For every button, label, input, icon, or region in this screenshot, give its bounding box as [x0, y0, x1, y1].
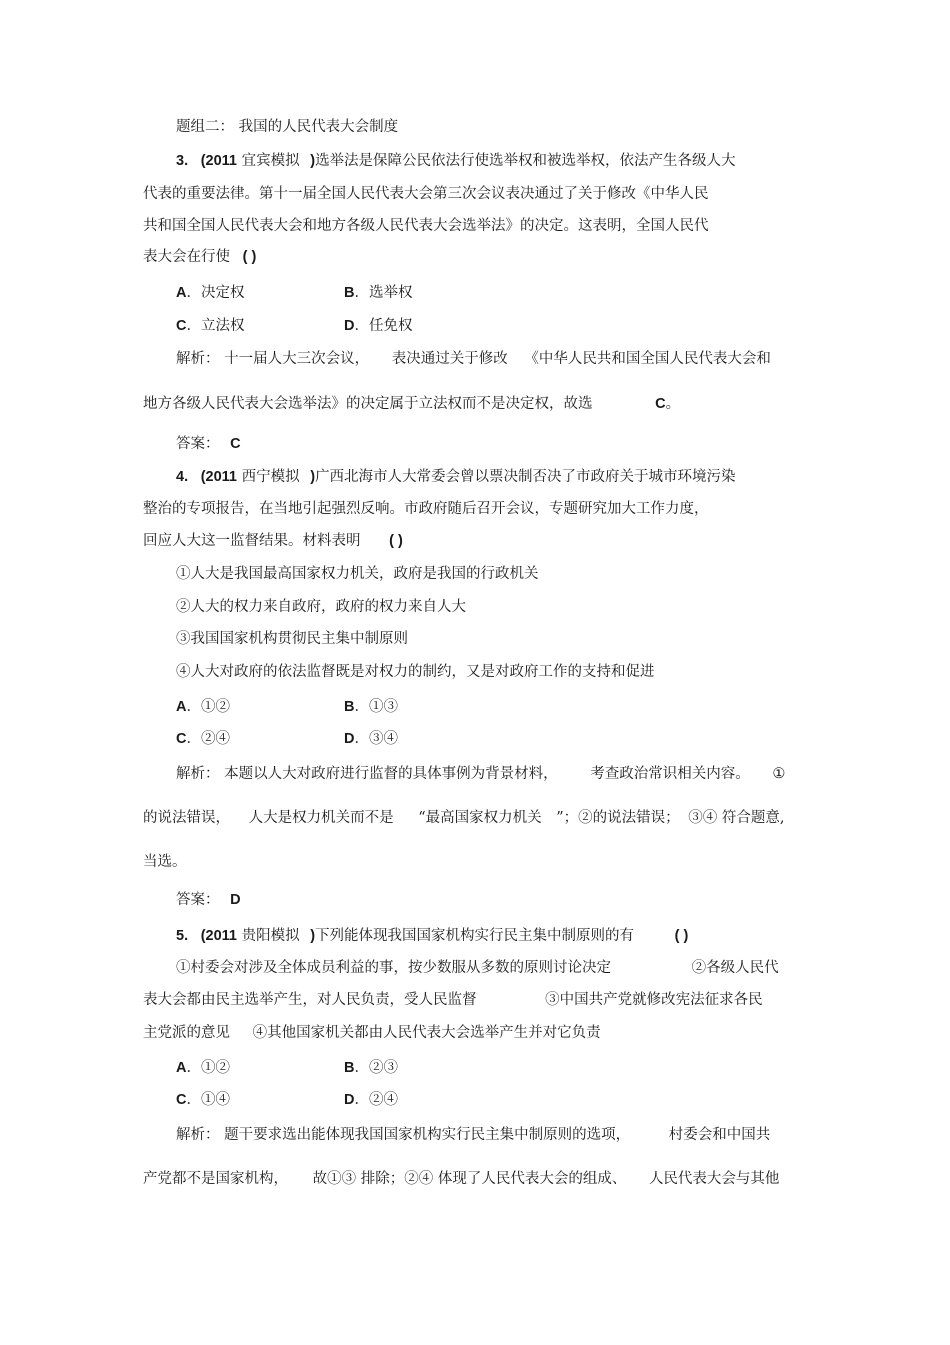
q4-explanation-line-2	[143, 808, 785, 828]
q4-explanation-line-1	[176, 764, 785, 784]
q4-stem-line-2: 整治的专项报告，在当地引起强烈反响。市政府随后召开会议，专题研究加大工作力度，	[143, 501, 709, 517]
q3-exp-1a: 解析： 十一届人大三次会议，	[176, 351, 370, 367]
q3-stem-line-4	[143, 247, 256, 267]
q4-option-a	[176, 697, 230, 717]
q4-option-d	[344, 729, 398, 749]
q3-answer-bracket: ( )	[242, 249, 257, 265]
q5-number: 5.	[176, 928, 189, 944]
q5-stem-text-4b: ④其他国家机关都由人民代表大会选举产生并对它负责	[252, 1025, 601, 1041]
q3-answer-value: C	[230, 436, 241, 452]
q3-exp-2b: C	[655, 396, 666, 412]
q5-explanation-line-1	[176, 1125, 770, 1145]
q5-stem-text-3b: ③中国共产党就修改宪法征求各民	[545, 992, 763, 1008]
q4-stem-text-3: 回应人大这一监督结果。材料表明	[143, 533, 361, 549]
q3-stem-line-3: 共和国全国人民代表大会和地方各级人民代表大会选举法》的决定。这表明，全国人民代	[143, 218, 709, 234]
q5-exp-2a: 产党都不是国家机构，	[143, 1171, 288, 1187]
q3-source-year: (2011	[200, 153, 237, 169]
q5-option-b-text: ．②③	[354, 1060, 398, 1076]
q4-option-c-letter: C	[176, 731, 187, 747]
q4-source-name: 西宁模拟	[241, 469, 300, 485]
q5-source-year: (2011	[200, 928, 237, 944]
q4-answer	[176, 890, 241, 910]
q5-stem-text-4a: 主党派的意见	[143, 1025, 230, 1041]
q3-answer	[176, 434, 241, 454]
q4-exp-2e: ③④ 符合题意,	[688, 810, 785, 826]
q5-option-b-letter: B	[344, 1060, 355, 1076]
q5-option-c-letter: C	[176, 1092, 187, 1108]
q3-source-name: 宜宾模拟	[241, 153, 300, 169]
q3-option-d-letter: D	[344, 318, 355, 334]
q4-statement-2: ②人大的权力来自政府，政府的权力来自人大	[176, 599, 466, 615]
q4-exp-1c: ①	[772, 766, 786, 782]
q4-statement-1: ①人大是我国最高国家权力机关，政府是我国的行政机关	[176, 566, 539, 582]
q4-option-d-text: ．③④	[354, 731, 398, 747]
q3-exp-2a: 地方各级人民代表大会选举法》的决定属于立法权而不是决定权，故选	[143, 396, 593, 412]
q5-stem-text-3a: 表大会都由民主选举产生，对人民负责，受人民监督	[143, 992, 477, 1008]
q4-exp-1a: 解析： 本题以人大对政府进行监督的具体事例为背景材料，	[176, 766, 558, 782]
q3-option-a	[176, 283, 244, 303]
q4-option-b-text: ．①③	[354, 699, 398, 715]
q4-option-c	[176, 729, 230, 749]
q3-option-b-text: ．选举权	[354, 285, 413, 301]
q5-option-a-letter: A	[176, 1060, 187, 1076]
q5-stem-line-1	[176, 926, 688, 946]
q5-stem-line-3	[143, 990, 763, 1010]
q4-exp-1b: 考查政治常识相关内容。	[590, 766, 750, 782]
q3-stem-text-4: 表大会在行使	[143, 249, 230, 265]
q5-answer-bracket: ( )	[674, 928, 689, 944]
q3-option-c-letter: C	[176, 318, 187, 334]
q4-exp-2d: ”；②的说法错误；	[556, 810, 680, 826]
q4-statement-4: ④人大对政府的依法监督既是对权力的制约，又是对政府工作的支持和促进	[176, 664, 655, 680]
q4-option-d-letter: D	[344, 731, 355, 747]
q3-option-c-text: ．立法权	[186, 318, 245, 334]
q5-stem-line-4	[143, 1023, 601, 1043]
q4-option-b-letter: B	[344, 699, 355, 715]
q3-exp-1c: 《中华人民共和国全国人民代表大会和	[524, 351, 771, 367]
q3-number: 3.	[176, 153, 189, 169]
q3-option-d	[344, 316, 412, 336]
q5-exp-1b: 村委会和中国共	[668, 1127, 771, 1143]
q5-exp-2b: 故①③ 排除；②④ 体现了人民代表大会的组成、	[312, 1171, 627, 1187]
q3-option-a-letter: A	[176, 285, 187, 301]
q5-exp-1a: 解析： 题干要求选出能体现我国国家机构实行民主集中制原则的选项，	[176, 1127, 631, 1143]
q5-option-c-text: ．①④	[186, 1092, 230, 1108]
q5-stem-line-2	[176, 958, 779, 978]
q3-option-d-text: ．任免权	[354, 318, 413, 334]
q5-exp-2c: 人民代表大会与其他	[648, 1171, 780, 1187]
q5-source-name: 贵阳模拟	[241, 928, 300, 944]
q4-stem-text-1: 广西北海市人大常委会曾以票决制否决了市政府关于城市环境污染	[315, 469, 736, 485]
q3-source-paren: )	[310, 153, 316, 169]
q5-stem-text-2a: ①村委会对涉及全体成员利益的事，按少数服从多数的原则讨论决定	[176, 960, 611, 976]
q4-option-a-text: ．①②	[186, 699, 230, 715]
q3-option-b-letter: B	[344, 285, 355, 301]
q4-exp-2b: 人大是权力机关而不是	[248, 810, 394, 826]
q3-exp-1b: 表决通过关于修改	[391, 351, 508, 367]
q3-stem-line-2: 代表的重要法律。第十一届全国人民代表大会第三次会议表决通过了关于修改《中华人民	[143, 186, 709, 202]
q4-number: 4.	[176, 469, 189, 485]
q4-answer-bracket: ( )	[389, 533, 403, 549]
q3-option-c	[176, 316, 244, 336]
q3-stem-text-1: 选举法是保障公民依法行使选举权和被选举权，依法产生各级人大	[315, 153, 736, 169]
q3-explanation-line-1	[176, 349, 771, 369]
q4-source-paren: )	[310, 469, 316, 485]
q4-option-c-text: ．②④	[186, 731, 230, 747]
q3-option-a-text: ．决定权	[186, 285, 245, 301]
q5-option-a-text: ．①②	[186, 1060, 230, 1076]
q5-stem-text-2b: ②各级人民代	[691, 960, 779, 976]
q5-option-d-text: ．②④	[354, 1092, 398, 1108]
q3-option-b	[344, 283, 412, 303]
q5-option-d	[344, 1090, 398, 1110]
q4-answer-label: 答案：	[176, 892, 220, 908]
q5-stem-text-1: 下列能体现我国国家机构实行民主集中制原则的有	[315, 928, 635, 944]
q5-explanation-line-2	[143, 1169, 779, 1189]
q5-option-a	[176, 1058, 230, 1078]
q5-option-d-letter: D	[344, 1092, 355, 1108]
q5-source-paren: )	[310, 928, 316, 944]
q4-statement-3: ③我国国家机构贯彻民主集中制原则	[176, 631, 408, 647]
q3-answer-label: 答案：	[176, 436, 220, 452]
q4-explanation-line-3: 当选。	[143, 854, 187, 870]
q4-exp-2c: “最高国家权力机关	[418, 810, 542, 826]
q4-exp-2a: 的说法错误，	[143, 810, 230, 826]
q4-answer-value: D	[230, 892, 241, 908]
q3-stem-line-1	[176, 151, 736, 171]
q4-option-a-letter: A	[176, 699, 187, 715]
q5-option-c	[176, 1090, 230, 1110]
q3-explanation-line-2	[143, 394, 680, 414]
group-title: 题组二： 我国的人民代表大会制度	[176, 119, 399, 135]
q4-stem-line-1	[176, 467, 736, 487]
q4-source-year: (2011	[200, 469, 237, 485]
q4-stem-line-3	[143, 531, 403, 551]
q4-option-b	[344, 697, 398, 717]
q5-option-b	[344, 1058, 398, 1078]
q3-exp-2c: 。	[665, 396, 681, 412]
